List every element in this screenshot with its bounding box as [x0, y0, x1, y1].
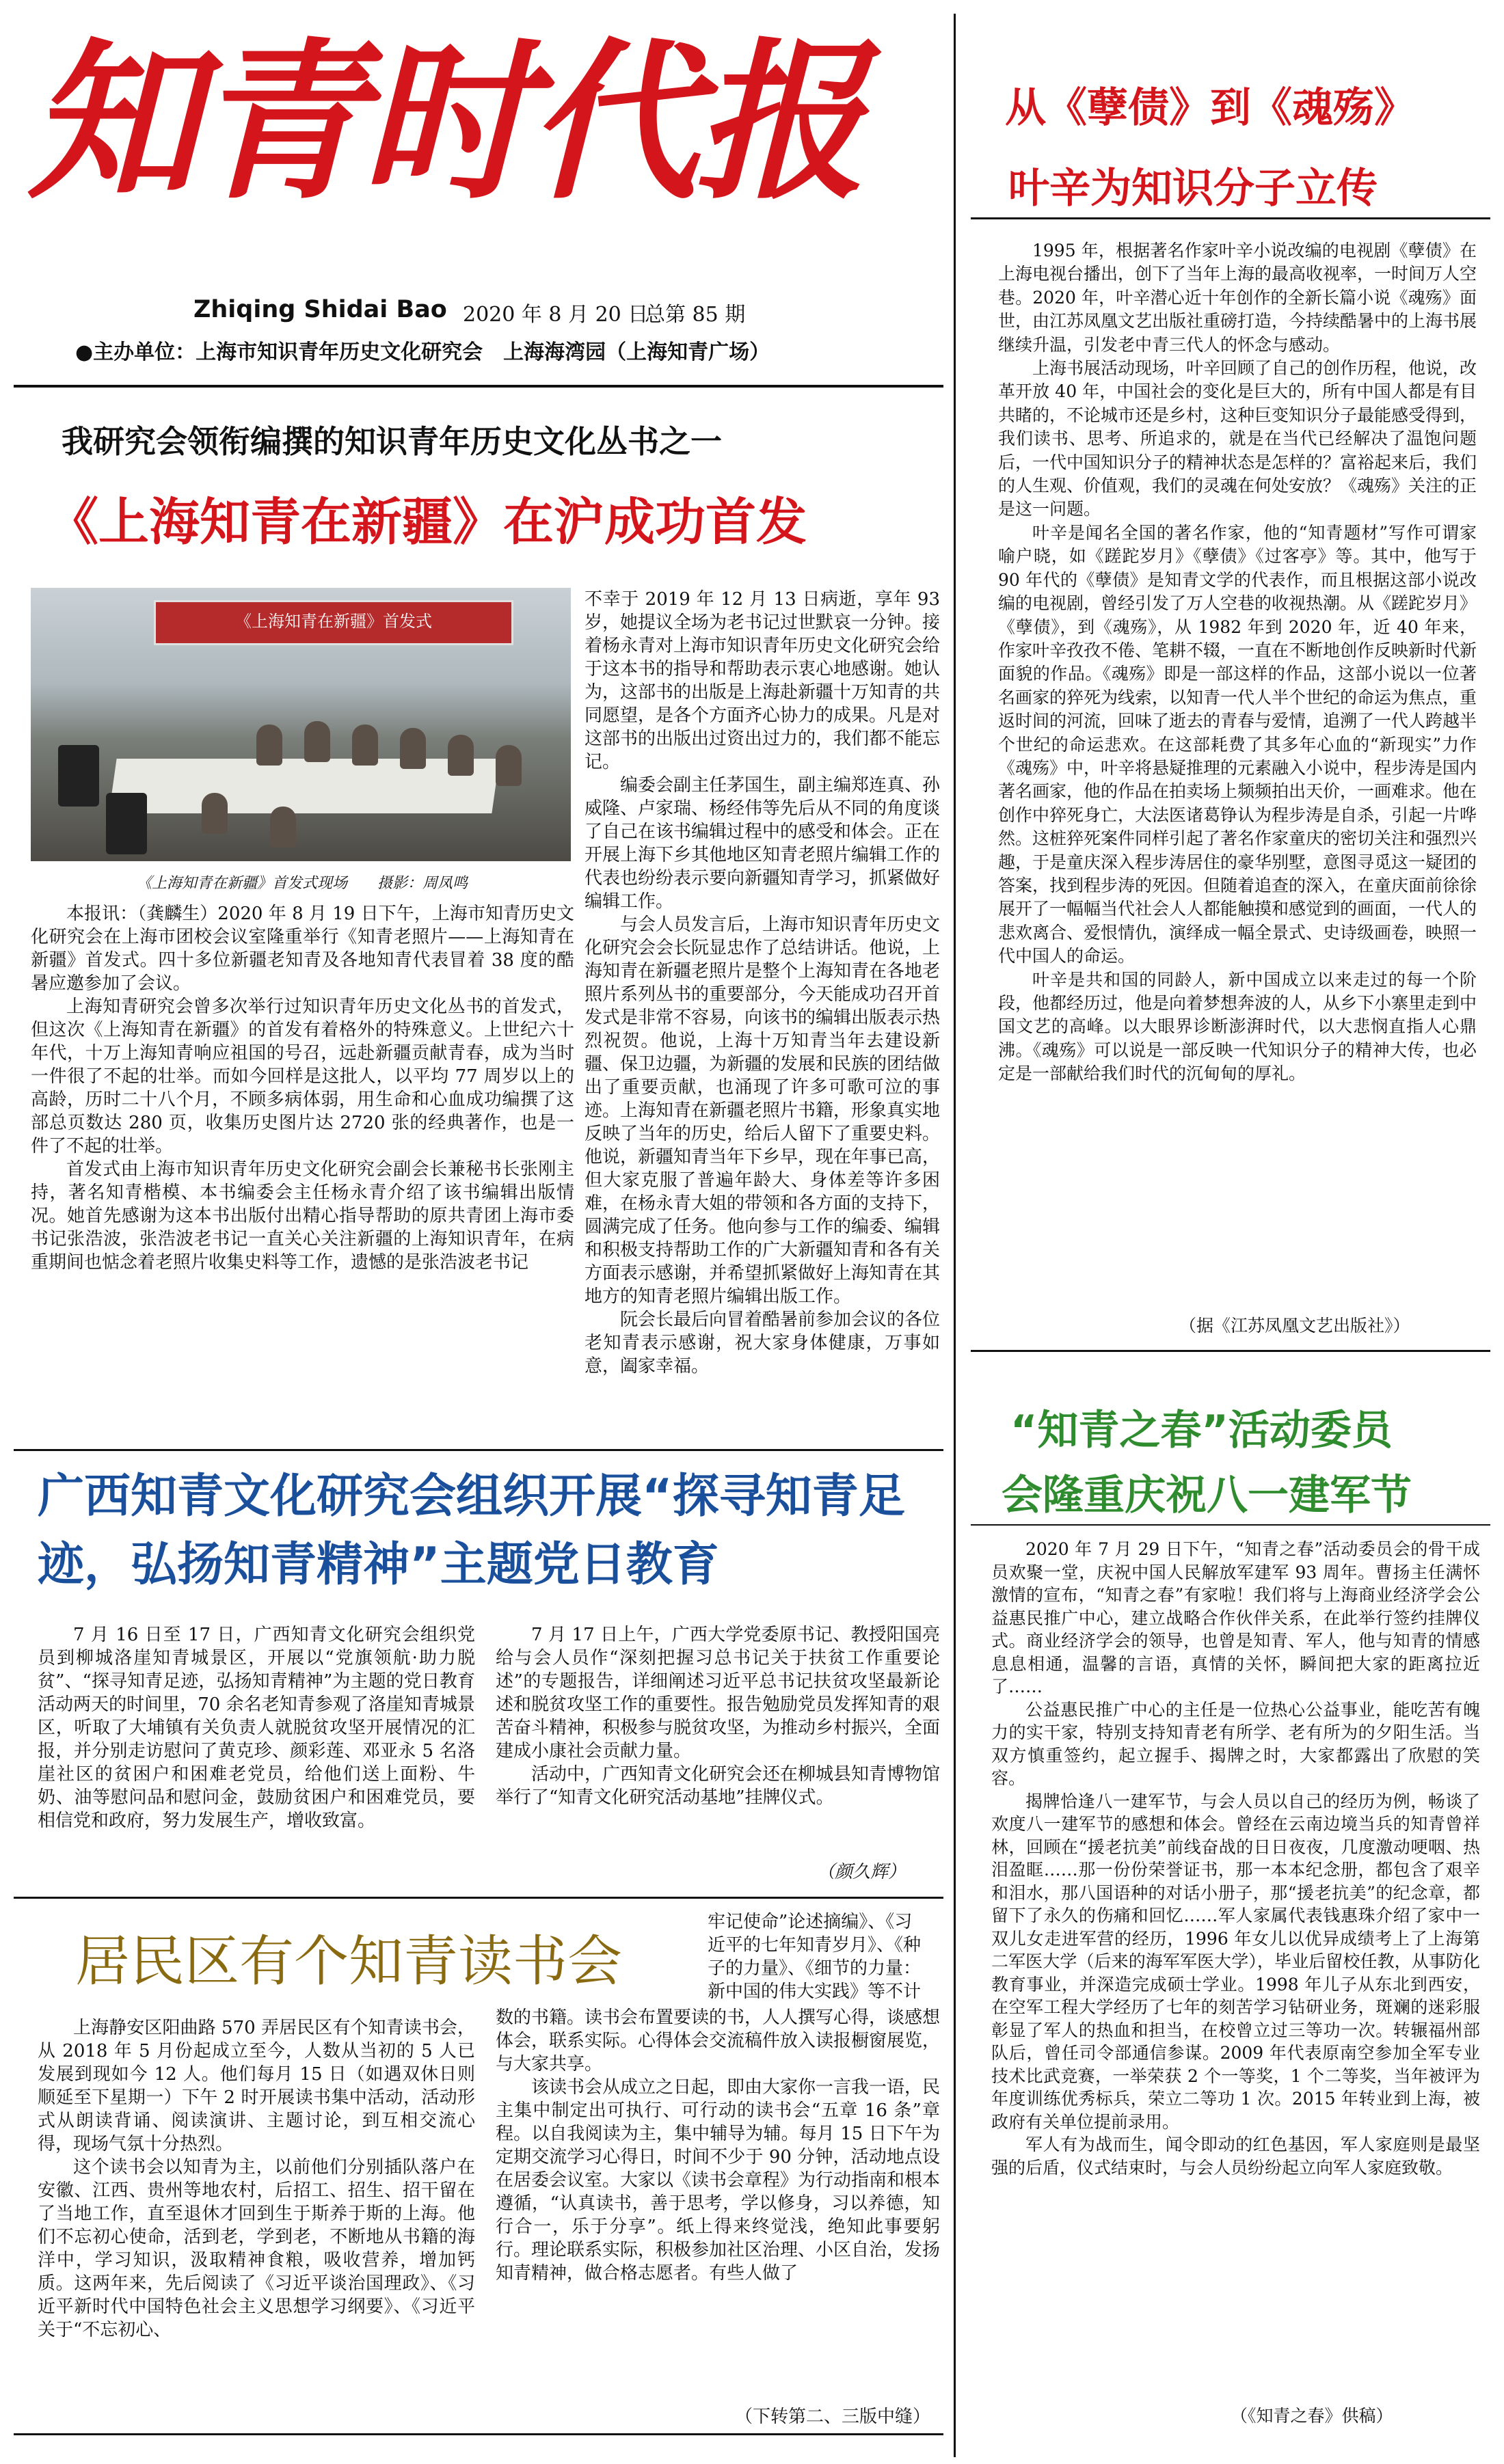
yexin-bottom-rule	[971, 1350, 1490, 1352]
yexin-paragraph-2: 上海书展活动现场，叶辛回顾了自己的创作历程，他说，改革开放 40 年，中国社会的变化是巨大的，所有中国人都是有目共睹的，不论城市还是乡村，这种巨变知识分子最能感受得到，我们读书、思考、所追求的，就是在当代已经解决了温饱问题后，一代中国知识分子的精神状态是怎样的？富裕起来后，我们的人生观、价值观，我们的灵魂在何处安放？《魂殇》关注的正是这一问题。	[998, 358, 1477, 519]
guangxi-bottom-rule	[14, 1897, 943, 1899]
guangxi-headline: 广西知青文化研究会组织开展“探寻知青足迹，弘扬知青精神”主题党日教育	[38, 1470, 905, 1592]
guangxi-left-column	[38, 1623, 475, 1897]
issue-number: 总第 85 期	[645, 303, 746, 327]
yexin-headline-2: 叶辛为知识分子立传	[1008, 165, 1378, 213]
lead-paragraph-5: 编委会副主任茅国生，副主编郑连真、孙威隆、卢家瑞、杨经伟等先后从不同的角度谈了自己在该书编辑过程中的感受和体会。正在开展上海下乡其他地区知青老照片编辑工作的代表也纷纷表示要向新疆知青学习，抓紧做好编辑工作。	[585, 775, 940, 912]
guangxi-right-column	[496, 1623, 940, 1856]
lead-left-column	[31, 902, 574, 1435]
lead-right-column	[585, 588, 940, 1439]
reading-right-column	[496, 2006, 940, 2399]
yexin-article	[998, 239, 1477, 1305]
lead-bottom-rule	[14, 1449, 943, 1451]
army-paragraph-2: 公益惠民推广中心的主任是一位热心公益事业，能吃苦有魄力的实干家，特别支持知青老有所学、老有所为的夕阳生活。当双方慎重签约，起立握手、揭牌之时，大家都露出了欣慰的笑容。	[991, 1699, 1480, 1788]
photo-stage-banner: 《上海知青在新疆》首发式	[154, 600, 513, 645]
lead-paragraph-1: 本报讯：（龚麟生）2020 年 8 月 19 日下午，上海市知青历史文化研究会在上海市团校会议室隆重举行《知青老照片——上海知青在新疆》首发式。四十多位新疆老知青及各地知青代表冒着 38 度的酷暑应邀参加了会议。	[31, 904, 574, 994]
reading-top-right-lines: 牢记使命”论述摘编》、《习 近平的七年知青岁月》、《种 子的力量》、《细节的力量： 新中国的伟大实践》等不计	[708, 1912, 922, 2002]
continued-note: （下转第二、三版中缝）	[735, 2407, 931, 2427]
lead-paragraph-3: 首发式由上海市知识青年历史文化研究会副会长兼秘书长张刚主持，著名知青楷模、本书编委会主任杨永青介绍了该书编辑出版情况。她首先感谢为这本书出版付出精心指导帮助的原共青团上海市委书记张浩波，张浩波老书记一直关心关注新疆的上海知识青年，在病重期间也惦念着老照片收集史料等工作，遗憾的是张浩波老书记	[31, 1159, 574, 1273]
masthead	[21, 14, 950, 396]
army-headline-1: “知青之春”活动委员	[1010, 1407, 1393, 1454]
lead-paragraph-2: 上海知青研究会曾多次举行过知识青年历史文化丛书的首发式，但这次《上海知青在新疆》的首发有着格外的特殊意义。上世纪六十年代，十万上海知青响应祖国的号召，远赴新疆贡献青春，成为当时一件很了不起的壮举。而如今回样是这批人，以平均 77 周岁以上的高龄，历时二十八个月，不顾多病体弱，用生命和心血成功编撰了这部总页数达 280 页，收集历史图片达 2720 张的经典著作，也是一件了不起的壮举。	[31, 997, 574, 1156]
army-source: （《知青之春》供稿）	[1231, 2406, 1393, 2426]
reading-paragraph-4: 该读书会从成立之日起，即由大家你一言我一语，民主集中制定出可执行、可行动的读书会“五章 16 条”章程。以自我阅读为主，集中辅导为辅。每月 15 日下午为定期交流学习心得日，时间不少于 90 分钟，活动地点设在居委会议室。大家以《读书会章程》为行动指南和根本遵循，“认真读书，善于思考，学以修身，习以养德，知行合一，乐于分享”。纸上得来终觉浅，绝知此事要躬行。理论联系实际，积极参加社区治理、小区自治，发扬知青精神，做合格志愿者。有些人做了	[496, 2077, 940, 2284]
army-paragraph-4: 军人有为战而生，闻令即动的红色基因，军人家庭则是最坚强的后盾，仪式结束时，与会人员纷纷起立向军人家庭致敬。	[991, 2135, 1480, 2178]
column-divider	[954, 14, 956, 2457]
lead-paragraph-4: 不幸于 2019 年 12 月 13 日病逝，享年 93 岁，她提议全场为老书记过世默哀一分钟。接着杨永青对上海市知识青年历史文化研究会给于这本书的指导和帮助表示衷心地感谢。她认为，这部书的出版是上海赴新疆十万知青的共同愿望，是各个方面齐心协力的成果。凡是对这部书的出版出过资出过力的，我们都不能忘记。	[585, 589, 940, 772]
lead-paragraph-7: 阮会长最后向冒着酷暑前参加会议的各位老知青表示感谢，祝大家身体健康，万事如意，阖家幸福。	[585, 1310, 940, 1377]
lead-kicker: 我研究会领衔编撰的知识青年历史文化丛书之一	[62, 423, 722, 460]
reading-paragraph-3: 数的书籍。读书会布置要读的书，人人撰写心得，谈感想体会，联系实际。心得体会交流稿件放入读报橱窗展览，与大家共享。	[496, 2007, 940, 2074]
army-paragraph-3: 揭牌恰逢八一建军节，与会人员以自己的经历为例，畅谈了欢度八一建军节的感想和体会。曾经在云南边境当兵的知青曾祥林，回顾在“援老抗美”前线奋战的日日夜夜，几度激动哽咽、热泪盈眶……那一份份荣誉证书，那一本本纪念册，都包含了艰辛和泪水，那八国语种的对话小册子，那“援老抗美”的纪念章，都留下了永久的伤痛和回忆……军人家属代表钱惠珠介绍了家中一双儿女走进军营的经历，1996 年女儿以优异成绩考上了上海第二军医大学（后来的海军军医大学），毕业后留校任教，从事防化教育事业，并深造完成硕士学业。1998 年儿子从东北到西安，在空军工程大学经历了七年的刻苦学习钻研业务，斑斓的迷彩服彰显了军人的热血和担当，在校曾立过三等功一次。转辗福州部队后，曾任司令部通信参谋。2009 年代表原南空参加全军专业技术比武竞赛，一举荣获 2 个一等奖，1 个二等奖，当年被评为年度训练优秀标兵，荣立二等功 1 次。2015 年转业到上海，被政府有关单位提前录用。	[991, 1791, 1480, 2132]
newspaper-pinyin: Zhiqing Shidai Bao	[193, 296, 447, 323]
army-rule	[971, 1524, 1490, 1526]
bottom-rule	[14, 2433, 943, 2435]
lead-photo	[31, 588, 571, 861]
yexin-rule	[971, 217, 1490, 219]
newspaper-title-logo: 知青时代报	[27, 23, 861, 222]
reading-headline: 居民区有个知青读书会	[75, 1930, 622, 1993]
sponsor-line: ●主办单位：上海市知识青年历史文化研究会 上海海湾园（上海知青广场）	[75, 340, 770, 364]
guangxi-paragraph-3: 活动中，广西知青文化研究会还在柳城县知青博物馆举行了“知青文化研究活动基地”挂牌仪式。	[496, 1764, 940, 1808]
masthead-rule	[14, 385, 943, 388]
army-article	[991, 1538, 1480, 2396]
guangxi-paragraph-1: 7 月 16 日至 17 日，广西知青文化研究会组织党员到柳城洛崖知青城景区，开展以“党旗领航·助力脱贫”、“探寻知青足迹，弘扬知青精神”为主题的党日教育活动两天的时间里，70 余名老知青参观了洛崖知青城景区，听取了大埔镇有关负责人就脱贫攻坚开展情况的汇报，并分别走访慰问了黄克珍、颜彩莲、邓亚永 5 名洛崖社区的贫困户和困难老党员，给他们送上面粉、牛奶、油等慰问品和慰问金，鼓励贫困户和困难党员，要相信党和政府，努力发展生产，增收致富。	[38, 1625, 475, 1831]
army-paragraph-1: 2020 年 7 月 29 日下午，“知青之春”活动委员会的骨干成员欢聚一堂，庆祝中国人民解放军建军 93 周年。曹扬主任满怀激情的宣布，“知青之春”有家啦！我们将与上海商业经济学会公益惠民推广中心，建立战略合作伙伴关系，在此举行签约挂牌仪式。商业经济学会的领导，也曾是知青、军人，他与知青的情感息息相通，温馨的言语，真情的关怀，瞬间把大家的距离拉近了……	[991, 1539, 1480, 1696]
yexin-paragraph-1: 1995 年，根据著名作家叶辛小说改编的电视剧《孽债》在上海电视台播出，创下了当年上海的最高收视率，一时间万人空巷。2020 年，叶辛潜心近十年创作的全新长篇小说《魂殇》面世，由江苏凤凰文艺出版社重磅打造，今持续酷暑中的上海书展继续升温，引发老中青三代人的怀念与感动。	[998, 241, 1477, 355]
photo-caption: 《上海知青在新疆》首发式现场 摄影：周凤鸣	[137, 875, 468, 892]
army-headline-2: 会隆重庆祝八一建军节	[1002, 1472, 1412, 1519]
issue-date: 2020 年 8 月 20 日	[463, 303, 649, 327]
yexin-headline-1: 从《孽债》到《魂殇》	[1005, 84, 1415, 132]
lead-headline: 《上海知青在新疆》在沪成功首发	[48, 493, 807, 552]
reading-paragraph-1: 上海静安区阳曲路 570 弄居民区有个知青读书会，从 2018 年 5 月份起成立至今，人数从当初的 5 人已发展到现如今 12 人。他们每月 15 日（如遇双休日则顺延至下星期一）下午 2 时开展读书集中活动，活动形式从朗读背诵、阅读演讲、主题讨论，到互相交流心得，现场气氛十分热烈。	[38, 2018, 475, 2154]
guangxi-paragraph-2: 7 月 17 日上午，广西大学党委原书记、教授阳国亮给与会人员作“深刻把握习总书记关于扶贫工作重要论述”的专题报告，详细阐述习近平总书记扶贫攻坚最新论述和脱贫攻坚工作的重要性。报告勉励党员发挥知青的艰苦奋斗精神，积极参与脱贫攻坚，为推动乡村振兴，全面建成小康社会贡献力量。	[496, 1625, 940, 1761]
yexin-source: （据《江苏凤凰文艺出版社》）	[1179, 1316, 1410, 1336]
reading-paragraph-2: 这个读书会以知青为主，以前他们分别插队落户在安徽、江西、贵州等地农村，后招工、招生、招干留在了当地工作，直至退休才回到生于斯养于斯的上海。他们不忘初心使命，活到老，学到老，不断地从书籍的海洋中，学习知识，汲取精神食粮，吸收营养，增加钙质。这两年来，先后阅读了《习近平谈治国理政》、《习近平新时代中国特色社会主义思想学习纲要》、《习近平关于“不忘初心、	[38, 2157, 475, 2340]
lead-paragraph-6: 与会人员发言后，上海市知识青年历史文化研究会会长阮显忠作了总结讲话。他说，上海知青在新疆老照片是整个上海知青在各地老照片系列丛书的重要部分，今天能成功召开首发式是非常不容易，向该书的编辑出版表示热烈祝贺。他说，上海十万知青当年去建设新疆、保卫边疆，为新疆的发展和民族的团结做出了重要贡献，也涌现了许多可歌可泣的事迹。上海知青在新疆老照片书籍，形象真实地反映了当年的历史，给后人留下了重要史料。他说，新疆知青当年下乡早，现在年事已高，但大家克服了普遍年龄大、身体差等许多困难，在杨永青大姐的带领和各方面的支持下，圆满完成了任务。他向参与工作的编委、编辑和积极支持帮助工作的广大新疆知青和各有关方面表示感谢，并希望抓紧做好上海知青在其地方的知青老照片编辑出版工作。	[585, 915, 940, 1307]
yexin-paragraph-4: 叶辛是共和国的同龄人，新中国成立以来走过的每一个阶段，他都经历过，他是向着梦想奔波的人，从乡下小寨里走到中国文艺的高峰。以大眼界诊断澎湃时代，以大悲悯直指人心鼎沸。《魂殇》可以说是一部反映一代知识分子的精神大传，也必定是一部献给我们时代的沉甸甸的厚礼。	[998, 969, 1477, 1084]
reading-left-column	[38, 2016, 475, 2420]
guangxi-byline: （颜久辉）	[817, 1862, 907, 1882]
yexin-paragraph-3: 叶辛是闻名全国的著名作家，他的“知青题材”写作可谓家喻户晓，如《蹉跎岁月》《孽债》《过客亭》等。其中，他写于 90 年代的《孽债》是知青文学的代表作，而且根据这部小说改编的电视剧，曾经引发了万人空巷的收视热潮。从《蹉跎岁月》《孽债》，到《魂殇》，从 1982 年到 2020 年，近 40 年来，作家叶辛孜孜不倦、笔耕不辍，一直在不断地创作反映新时代新面貌的作品。《魂殇》即是一部这样的作品，这部小说以一位著名画家的猝死为线索，以知青一代人半个世纪的命运为焦点，重返时间的河流，回味了逝去的青春与爱情，追溯了一代人跨越半个世纪的命运悲欢。在这部耗费了其多年心血的“新现实”力作《魂殇》中，叶辛将悬疑推理的元素融入小说中，程步涛是国内著名画家，他的作品在拍卖场上频频拍出天价，一画难求。他在创作中猝死身亡，大法医诸葛铮认为程步涛是自杀，引起一片哗然。这桩猝死案件同样引起了著名作家童庆的密切关注和强烈兴趣，于是童庆深入程步涛居住的豪华别墅，意图寻觅这一疑团的答案，找到程步涛的死因。但随着追查的深入，在童庆面前徐徐展开了一幅幅当代社会人人都能触摸和感觉到的画面，一代人的悲欢离合、爱恨情仇，演绎成一幅全景式、史诗级画卷，映照一代中国人的命运。	[998, 522, 1477, 966]
